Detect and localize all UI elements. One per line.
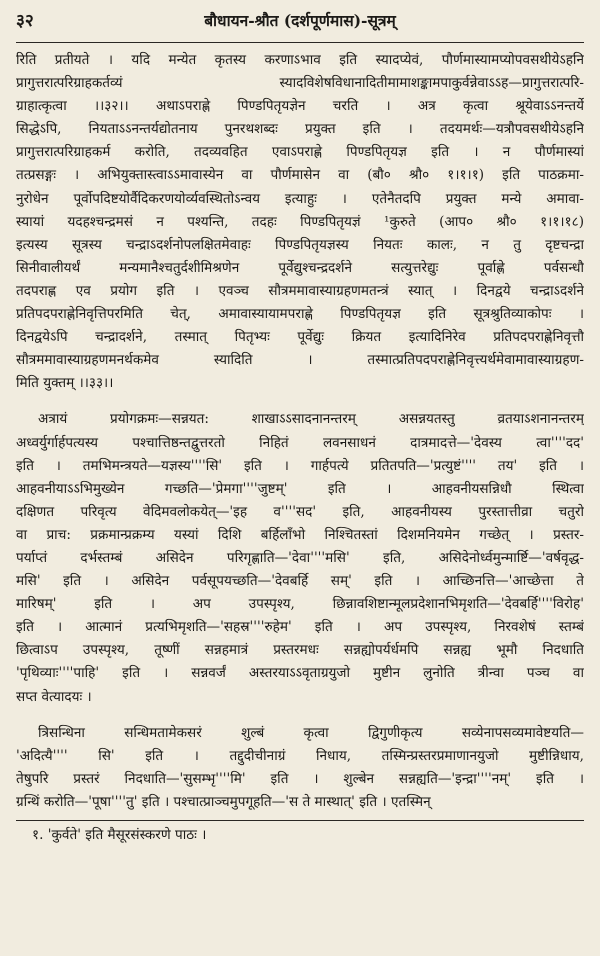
text-line: सिनीवालीयर्थं मन्यमानैश्चतुर्दशीमिश्रणेन पूर्वेद्युश्चन्द्रदर्शने सत्युत्तरेद्युः पूर्वाह्णे पर्वसन्धौ: [16, 259, 584, 276]
footnote-rule: [16, 820, 584, 821]
text-line: तदपराह्ण एव प्रयोग इति । एवञ्च सौत्रममावास्याग्रहणमतन्त्रं स्यात् । दिनद्वये चन्द्राऽदर्शने: [16, 282, 584, 299]
text-line: सौत्रममावास्याग्रहणमनर्थकमेव स्यादिति । तस्मात्प्रतिपदपराह्णेनिवृत्त्यर्थमेवामावास्याग्रहण-: [16, 352, 584, 369]
text-line: नुरोधेन पूर्वोपदिष्टयोर्वैदिकरणयोर्व्यवस्थितोऽन्वय इत्याहुः । एतेनैतदपि प्रयुक्त मन्ये अमावा-: [16, 190, 584, 207]
text-line: ग्रन्थिं करोति—'पूषा''''तु' इति । पश्चात्प्राञ्चमुपगूहति—'स ते मास्थात्' इति । एतस्मिन्: [16, 793, 431, 810]
text-line: तत्प्रसङ्गः । अभियुक्तास्त्वाऽऽमावास्येन वा पौर्णमासेन वा (बौ० श्रौ० १।१।१) इति पाठक्रमा-: [16, 167, 584, 184]
text-line: अत्रायं प्रयोगक्रमः—सन्नयत: शाखाऽऽसादनानन्तरम् असन्नयतस्तु व्रतयाऽशनानन्तरम्: [38, 411, 584, 428]
page-header: [16, 8, 584, 40]
header-rule: [16, 42, 584, 43]
text-line: स्यायां यदहश्चन्द्रमसं न पश्यन्ति, तदहः पिण्डपितृयज्ञं ¹कुरुते (आप० श्रौ० १।१।१८): [16, 213, 584, 230]
text-line: दक्षिणत परिवृत्य वेदिमवलोकयेत्—'इह व''''सद' इति, आहवनीयस्य पुरस्तात्तीव्रा चतुरो: [16, 503, 584, 520]
text-line: प्रागुत्तरात्परिग्राहकर्तव्यं स्यादविशेषविधानादितीमामाशङ्कामपाकुर्वन्नेवाऽऽह—प्रागुत्तरात्परि-: [16, 75, 584, 92]
text-line: तेषुपरि प्रस्तरं निदधाति—'सुसम्भृ''''मि' इति । शुल्बेन सन्नह्यति—'इन्द्रा''''नम्' इति ।: [16, 770, 584, 787]
text-line: त्रिसन्धिना सन्धिमतामेकसरं शुल्बं कृत्वा द्विगुणीकृत्य सव्येनापसव्यमावेष्टयति—: [38, 724, 584, 741]
running-title: बौधायन-श्रौत (दर्शपूर्णमास)-सूत्रम्: [204, 11, 396, 30]
text-line: छित्वाऽप उपस्पृश्य, तूष्णीं सन्नहमात्रं प्रस्तरमधः सन्नह्योपर्यर्धमपि सन्नह्य भूमौ निदधाति: [16, 642, 584, 659]
page-number: ३२: [16, 11, 34, 31]
text-line: रिति प्रतीयते । यदि मन्येत कृतस्य करणाऽभाव इति स्यादप्येवं, पौर्णमास्यामप्योपवसथीयेऽहनि: [16, 52, 584, 68]
text-line: इति । आत्मानं प्रत्यभिमृशति—'सहस्र''''रुहेम' इति । अप उपस्पृश्य, निरवशेषं स्तम्बं: [16, 619, 584, 636]
text-line: दिनद्वयेऽपि चन्द्रादर्शने, तस्मात् पितृभ्यः पूर्वेद्युः क्रियत इत्यादिनिरेव प्रतिपदपराह्णेनिवृत्तौ: [16, 329, 584, 346]
paragraph-1: [16, 49, 584, 395]
text-line: आहवनीयाऽऽभिमुख्येन गच्छति—'प्रेमगा''''जुष्टम्' इति । आहवनीयसन्निधौ स्थित्वा: [16, 480, 584, 497]
text-line: 'अदित्यै'''' सि' इति । तद्दुदीचीनाग्रं निधाय, तस्मिन्प्रस्तरप्रमाणानयुजो मुष्टीन्निधाय,: [16, 747, 584, 764]
paragraph-3: [16, 722, 584, 814]
text-line: मारिषम्' इति । अप उपस्पृश्य, छिन्नावशिष्टान्मूलप्रदेशानभिमृशति—'देवबर्हि''''विरोह': [16, 596, 584, 613]
text-line: प्रतिपदपराह्णेनिवृत्तिपरमिति चेत्, अमावास्यायामपराह्णे पिण्डपितृयज्ञ इति सूत्रश्रुतिव्याकोपः ।: [16, 306, 584, 323]
text-line: मिति युक्तम् ।।३३।।: [16, 375, 114, 392]
text-line: इति । तमभिमन्त्रयते—यज्ञस्य''''सि' इति । गार्हपत्ये प्रतितपति—'प्रत्युष्टं'''' तय' इति ।: [16, 457, 584, 474]
text-line: इत्यस्य सूत्रस्य चन्द्राऽदर्शनोपलक्षितमेवाहः पिण्डपितृयज्ञस्य नियतः कालः, न तु दृष्टचन्द्रा: [16, 236, 584, 253]
text-line: सप्त वेत्यादयः ।: [16, 688, 92, 705]
paragraph-2: [16, 408, 584, 708]
text-line: अध्वर्युर्गार्हपत्यस्य पश्चात्तिष्ठन्तद्वुत्तरतो निहितं लवनसाधनं दात्रमादत्ते—'देवस्य त्वा''''दद': [16, 434, 584, 451]
text-line: सिद्धेऽपि, नियताऽऽनन्तर्यद्योतनाय पुनरथशब्दः प्रयुक्त इति । तदयमर्थः—यत्रौपवसथीयेऽहनि: [16, 121, 584, 138]
text-line: पर्याप्तं दर्भस्तम्बं असिदेन परिगृह्णाति—'देवा''''मसि' इति, असिदेनोर्ध्वमुन्मार्ष्टि—'वर्षवृद्ध-: [16, 549, 584, 566]
text-line: ग्राहात्कृत्वा ।।३२।। अथाऽपराह्णे पिण्डपितृयज्ञेन चरति । अत्र कृत्वा श्रूयेवाऽऽनन्तर्ये: [16, 98, 584, 115]
footnote: १. 'कुर्वते' इति मैसूरसंस्करणे पाठः ।: [32, 827, 207, 843]
text-line: वा प्राच: प्रक्रमान्प्रक्रम्य यस्यां दिशि बर्हिलाँभो निश्चितस्तां दिशमनियमेन गच्छेत् । प्रस्तर-: [16, 526, 584, 543]
text-line: प्रागुत्तरात्परिग्राहकर्म करोति, तदव्यवहित एवाऽपराह्णे पिण्डपितृयज्ञ इति । न पौर्णमास्यां: [16, 144, 584, 161]
text-line: 'पृथिव्याः''''पाहि' इति । सन्नवर्जं अस्तरयाऽऽवृताग्रयुजो मुष्टीन लुनोति त्रीन्वा पञ्च वा: [16, 665, 584, 682]
text-line: मसि' इति । असिदेन पर्वसूपयच्छति—'देवबर्हि सम्' इति । आच्छिनत्ति—'आच्छेत्ता ते: [16, 573, 584, 590]
